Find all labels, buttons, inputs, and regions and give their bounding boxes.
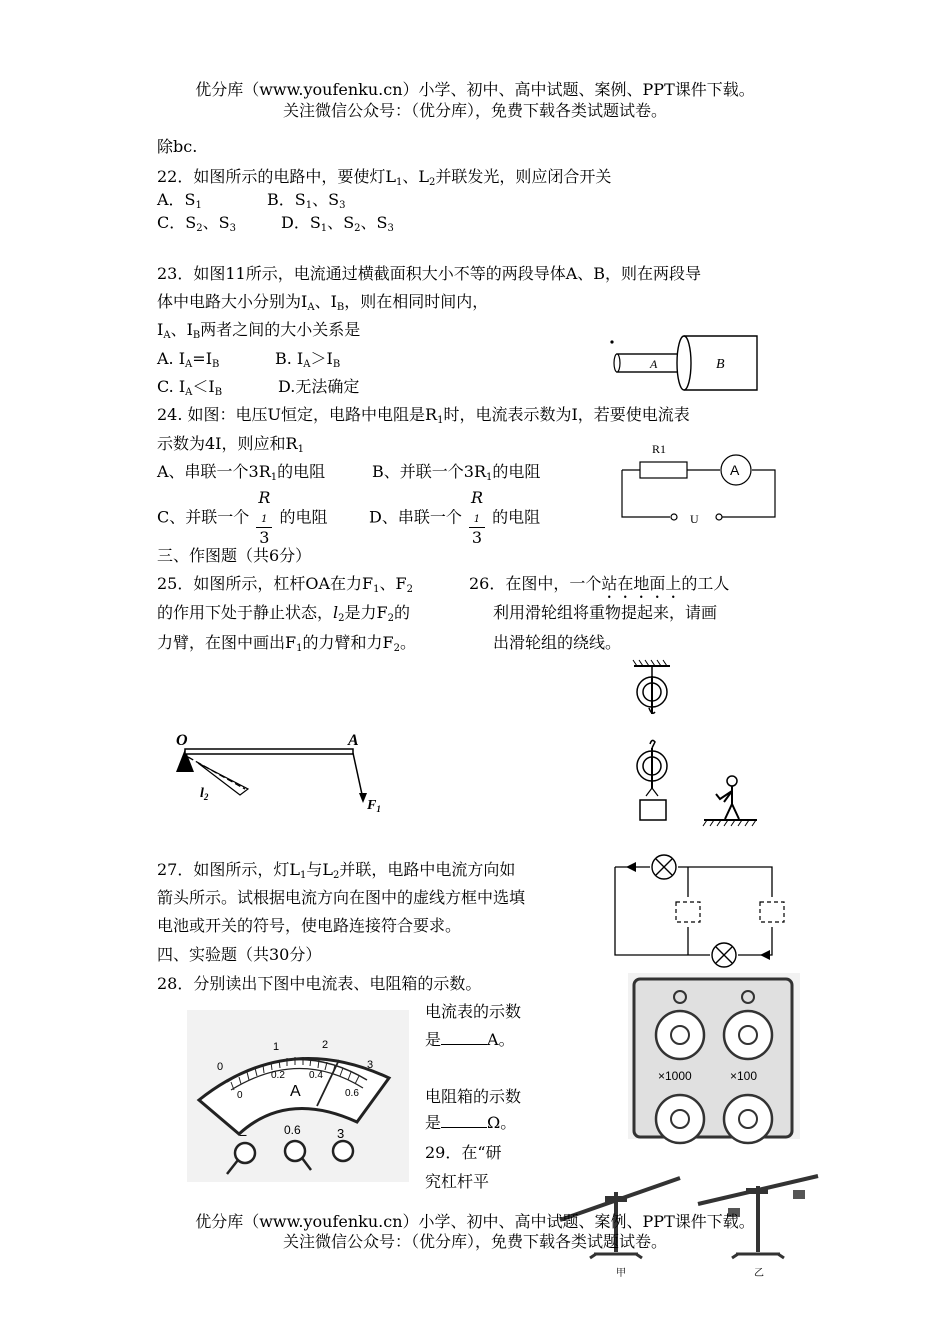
lever-bar	[185, 749, 353, 754]
figure-label-jia: 甲	[616, 1268, 626, 1279]
footer-line-1: 优分库（www.youfenku.cn）小学、初中、高中试题、案例、PPT课件下载。	[195, 1212, 755, 1231]
resistance-box-figure	[628, 973, 800, 1139]
scale-label-top: 1	[273, 1041, 280, 1053]
q23-option-d: D.无法确定	[278, 377, 360, 396]
terminal-label: 3	[337, 1126, 345, 1141]
q22-option-b: B．$S_1$、$S_3$	[267, 190, 346, 211]
q25-line-2: 的作用下处于静止状态，$l_2$是力$F_2$的	[157, 603, 411, 624]
scale-label-top: 2	[322, 1039, 329, 1051]
terminal-label: −	[239, 1127, 248, 1143]
worker-head	[727, 776, 737, 786]
ammeter-reading-label: 电流表的示数	[425, 1002, 522, 1021]
q23-option-a: A. $I_A=I_B$	[157, 349, 220, 370]
stand-base	[732, 1254, 784, 1258]
dial-1[interactable]	[724, 1095, 772, 1143]
terminal-3	[333, 1141, 353, 1161]
q23-option-c: C. $I_A<I_B$	[157, 377, 223, 398]
charge-dot	[610, 340, 613, 343]
q26-line-1: 26．在图中，一个站在地面上的工人	[469, 574, 730, 593]
multiplier-label: ×100	[730, 1069, 758, 1083]
header-line-1: 优分库（www.youfenku.cn）小学、初中、高中试题、案例、PPT课件下载。	[195, 80, 755, 99]
multiplier-label: ×1000	[658, 1069, 692, 1083]
force-f1-label: $F_1$	[367, 798, 381, 814]
q25-line-1: 25．如图所示，杠杆OA在力$F_1$、$F_2$	[157, 574, 413, 595]
q23-line-2: 体中电路大小分别为$I_A$、$I_B$，则在相同时间内，	[157, 292, 489, 313]
figure-label-yi: 乙	[754, 1268, 764, 1279]
worker-body	[716, 786, 739, 819]
section-4-title: 四、实验题（共30分）	[157, 945, 322, 964]
header-line-2: 关注微信公众号：（优分库），免费下载各类试题试卷。	[282, 101, 667, 120]
q22-option-a: A．$S_1$	[157, 190, 202, 211]
weight-block	[640, 800, 666, 820]
q26-line-2: 利用滑轮组将重物提起来，请画	[493, 603, 718, 622]
arrow-icon	[760, 950, 770, 960]
conductor-figure	[602, 330, 767, 395]
stand-base	[590, 1254, 642, 1258]
q28-stem: 28．分别读出下图中电流表、电阻箱的示数。	[157, 974, 482, 993]
scale-label-bottom: 0	[237, 1090, 243, 1101]
terminal	[671, 514, 677, 520]
ammeter-figure	[187, 1010, 409, 1182]
dial-1000[interactable]	[656, 1011, 704, 1059]
q23-line-3: $I_A$、$I_B$两者之间的大小关系是	[157, 320, 361, 341]
pulley-figure	[612, 658, 762, 833]
resistance-box-blank: 是 Ω。	[425, 1113, 517, 1132]
q27-line-1: 27．如图所示，灯$L_1$与$L_2$并联，电路中电流方向如	[157, 860, 516, 881]
q21-tail: 除bc.	[157, 137, 198, 156]
q27-line-2: 箭头所示。试根据电流方向在图中的虚线方框中选填	[157, 888, 526, 907]
q24-option-c: C、并联一个 R $_1$ 3 的电阻	[157, 488, 328, 547]
q24-line-1: 24. 如图：电压U恒定，电路中电阻是$R_1$时，电流表示数为I，若要使电流表	[157, 405, 690, 426]
meter-unit-label: A	[290, 1083, 301, 1100]
scale-label-bottom: 0.2	[271, 1070, 285, 1081]
label-a: A	[650, 357, 658, 371]
lever-figure	[170, 725, 381, 820]
q25-line-3: 力臂，在图中画出$F_1$的力臂和力$F_2$。	[157, 633, 416, 654]
ammeter-label: A	[730, 462, 740, 478]
terminal-label: 0.6	[284, 1123, 301, 1137]
resistance-box-label: 电阻箱的示数	[425, 1087, 522, 1106]
dashed-box-right[interactable]	[760, 902, 784, 922]
scale-label-top: 3	[367, 1059, 374, 1071]
scale-label-bottom: 0.4	[309, 1070, 323, 1081]
terminal	[716, 514, 722, 520]
l2-label: $l_2$	[200, 786, 209, 802]
arrow-icon	[359, 793, 367, 803]
q29-line-2: 究杠杆平	[425, 1172, 490, 1191]
arrow-icon	[626, 862, 636, 872]
q23-option-b: B. $I_A>I_B$	[275, 349, 341, 370]
section-3-title: 三、作图题（共6分）	[157, 546, 312, 565]
q22-option-c: C．$S_2$、$S_3$	[157, 213, 236, 234]
weight	[793, 1190, 805, 1199]
q29-line-1: 29．在“研	[425, 1143, 502, 1162]
scale-label-top: 0	[217, 1061, 224, 1073]
q27-circuit-figure	[610, 852, 800, 972]
voltage-label: U	[690, 512, 699, 526]
force-f1-line	[353, 753, 363, 799]
fraction-r1-over-3: R $_1$ 3	[470, 488, 483, 547]
q24-line-2: 示数为4I，则应和$R_1$	[157, 434, 304, 455]
answer-blank[interactable]	[441, 1030, 487, 1045]
r1-label: R1	[652, 442, 667, 456]
dashed-box-left[interactable]	[676, 902, 700, 922]
answer-blank[interactable]	[441, 1113, 487, 1128]
q23-line-1: 23．如图11所示，电流通过横截面积大小不等的两段导体A、B，则在两段导	[157, 264, 702, 283]
ammeter-reading-blank: 是 A。	[425, 1030, 515, 1049]
dial-10[interactable]	[656, 1095, 704, 1143]
fraction-r1-over-3: R $_1$ 3	[258, 488, 271, 547]
q22-stem: 22．如图所示的电路中，要使灯$L_1$、$L_2$并联发光，则应闭合开关	[157, 167, 612, 188]
dial-100[interactable]	[724, 1011, 772, 1059]
q24-option-b: B、并联一个$3R_1$的电阻	[372, 462, 541, 483]
q22-option-d: D．$S_1$、$S_2$、$S_3$	[281, 213, 394, 234]
q24-option-d: D、串联一个 R $_1$ 3 的电阻	[369, 488, 541, 547]
point-a-label: A	[348, 732, 359, 749]
q24-option-a: A、串联一个$3R_1$的电阻	[157, 462, 326, 483]
q26-line-3: 出滑轮组的绕线。	[493, 633, 622, 652]
q24-circuit-figure	[612, 435, 787, 530]
footer-line-2: 关注微信公众号：（优分库），免费下载各类试题试卷。	[282, 1232, 667, 1251]
label-b: B	[716, 357, 725, 372]
q27-line-3: 电池或开关的符号，使电路连接符合要求。	[157, 916, 462, 935]
resistor-r1	[640, 462, 687, 478]
scale-label-bottom: 0.6	[345, 1088, 359, 1099]
point-o-label: O	[176, 732, 188, 749]
